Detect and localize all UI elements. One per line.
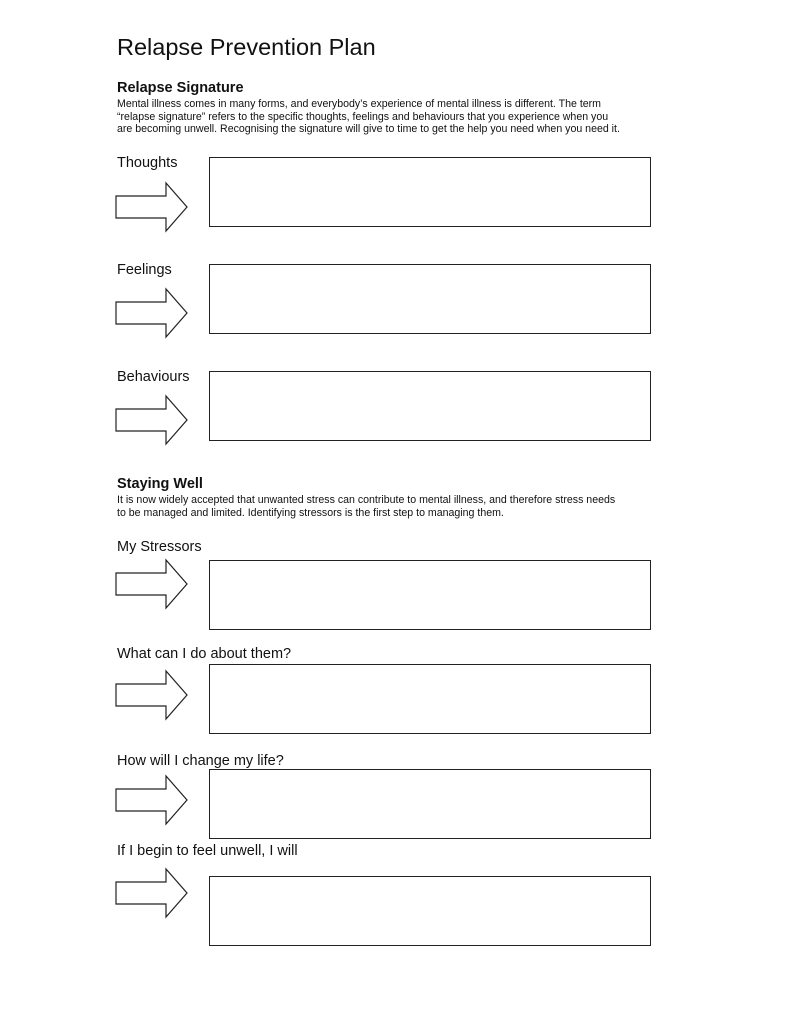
relapse-signature-heading: Relapse Signature <box>117 80 244 96</box>
feelings-label: Feelings <box>117 262 172 278</box>
feel-unwell-field[interactable] <box>209 876 651 946</box>
intro-line: “relapse signature” refers to the specific thoughts, feelings and behaviours that you experience when you <box>117 110 609 123</box>
my-stressors-label: My Stressors <box>117 539 202 555</box>
staying-well-intro <box>117 494 687 519</box>
change-my-life-field[interactable] <box>209 769 651 839</box>
right-arrow-icon <box>114 774 189 826</box>
right-arrow-icon <box>114 181 189 233</box>
right-arrow-icon <box>114 669 189 721</box>
page-title: Relapse Prevention Plan <box>117 34 376 60</box>
right-arrow-icon <box>114 558 189 610</box>
feelings-field[interactable] <box>209 264 651 334</box>
intro-line: are becoming unwell. Recognising the signature will give to time to get the help you need when you need it. <box>117 123 620 136</box>
right-arrow-icon <box>114 394 189 446</box>
feel-unwell-label: If I begin to feel unwell, I will <box>117 843 298 859</box>
thoughts-field[interactable] <box>209 157 651 227</box>
behaviours-label: Behaviours <box>117 369 190 385</box>
relapse-signature-intro <box>117 98 687 136</box>
what-can-i-do-label: What can I do about them? <box>117 646 292 662</box>
right-arrow-icon <box>114 867 189 919</box>
my-stressors-field[interactable] <box>209 560 651 630</box>
intro-line: It is now widely accepted that unwanted stress can contribute to mental illness, and therefore stress needs <box>117 494 616 506</box>
intro-line: to be managed and limited. Identifying stressors is the first step to managing them. <box>117 506 504 519</box>
thoughts-label: Thoughts <box>117 155 178 171</box>
behaviours-field[interactable] <box>209 371 651 441</box>
right-arrow-icon <box>114 287 189 339</box>
what-can-i-do-field[interactable] <box>209 664 651 734</box>
intro-line: Mental illness comes in many forms, and everybody’s experience of mental illness is different. The term <box>117 98 602 110</box>
staying-well-heading: Staying Well <box>117 476 203 492</box>
change-my-life-label: How will I change my life? <box>117 753 284 769</box>
